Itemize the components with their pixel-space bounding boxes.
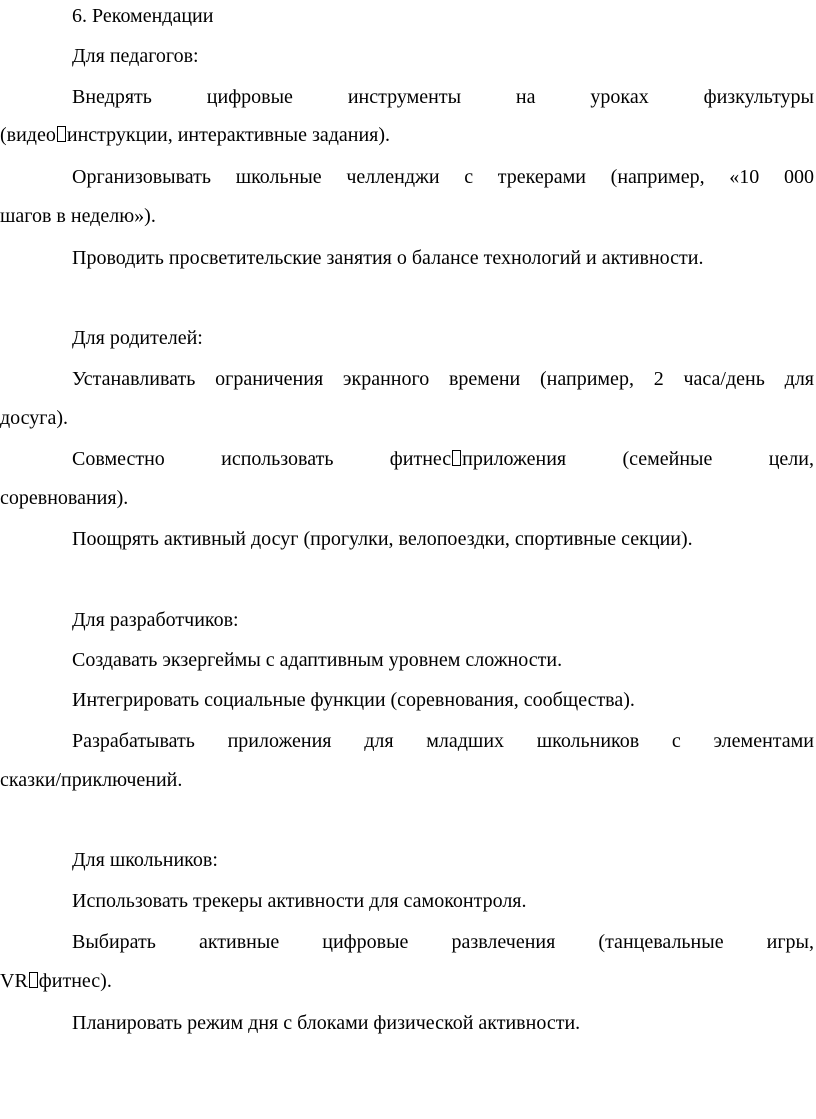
- paragraph-line: сказки/приключений.: [0, 769, 183, 791]
- paragraph-line: Устанавливать ограничения экранного времени (например, 2 часа/день для: [72, 368, 814, 390]
- missing-glyph-icon: [57, 126, 66, 142]
- paragraph-line: Совместно использовать фитнес приложения (семейные цели,: [72, 448, 814, 470]
- section-title-developers: Для разработчиков:: [72, 609, 239, 631]
- paragraph-line: Разрабатывать приложения для младших школьников с элементами: [72, 730, 814, 752]
- missing-glyph-icon: [29, 972, 38, 988]
- paragraph-line: VR фитнес).: [0, 970, 112, 992]
- paragraph-line: Интегрировать социальные функции (соревнования, сообщества).: [72, 689, 635, 711]
- paragraph-line: Планировать режим дня с блоками физической активности.: [72, 1012, 581, 1034]
- missing-glyph-icon: [452, 450, 461, 466]
- paragraph-line: Внедрять цифровые инструменты на уроках физкультуры: [72, 86, 814, 108]
- paragraph-line: Выбирать активные цифровые развлечения (танцевальные игры,: [72, 931, 814, 953]
- section-title-teachers: Для педагогов:: [72, 45, 199, 67]
- section-title-parents: Для родителей:: [72, 327, 203, 349]
- paragraph-line: Использовать трекеры активности для самоконтроля.: [72, 890, 527, 912]
- paragraph-line: шагов в неделю»).: [0, 205, 156, 227]
- section-title-students: Для школьников:: [72, 849, 218, 871]
- paragraph-line: (видео инструкции, интерактивные задания).: [0, 124, 391, 146]
- paragraph-line: досуга).: [0, 407, 69, 429]
- paragraph-line: Создавать экзергеймы с адаптивным уровнем сложности.: [72, 649, 563, 671]
- paragraph-line: Поощрять активный досуг (прогулки, велопоездки, спортивные секции).: [72, 528, 693, 550]
- paragraph-line: Организовывать школьные челленджи с трекерами (например, «10 000: [72, 166, 814, 188]
- paragraph-line: соревнования).: [0, 487, 129, 509]
- section-heading: 6. Рекомендации: [72, 5, 214, 27]
- paragraph-line: Проводить просветительские занятия о балансе технологий и активности.: [72, 247, 704, 269]
